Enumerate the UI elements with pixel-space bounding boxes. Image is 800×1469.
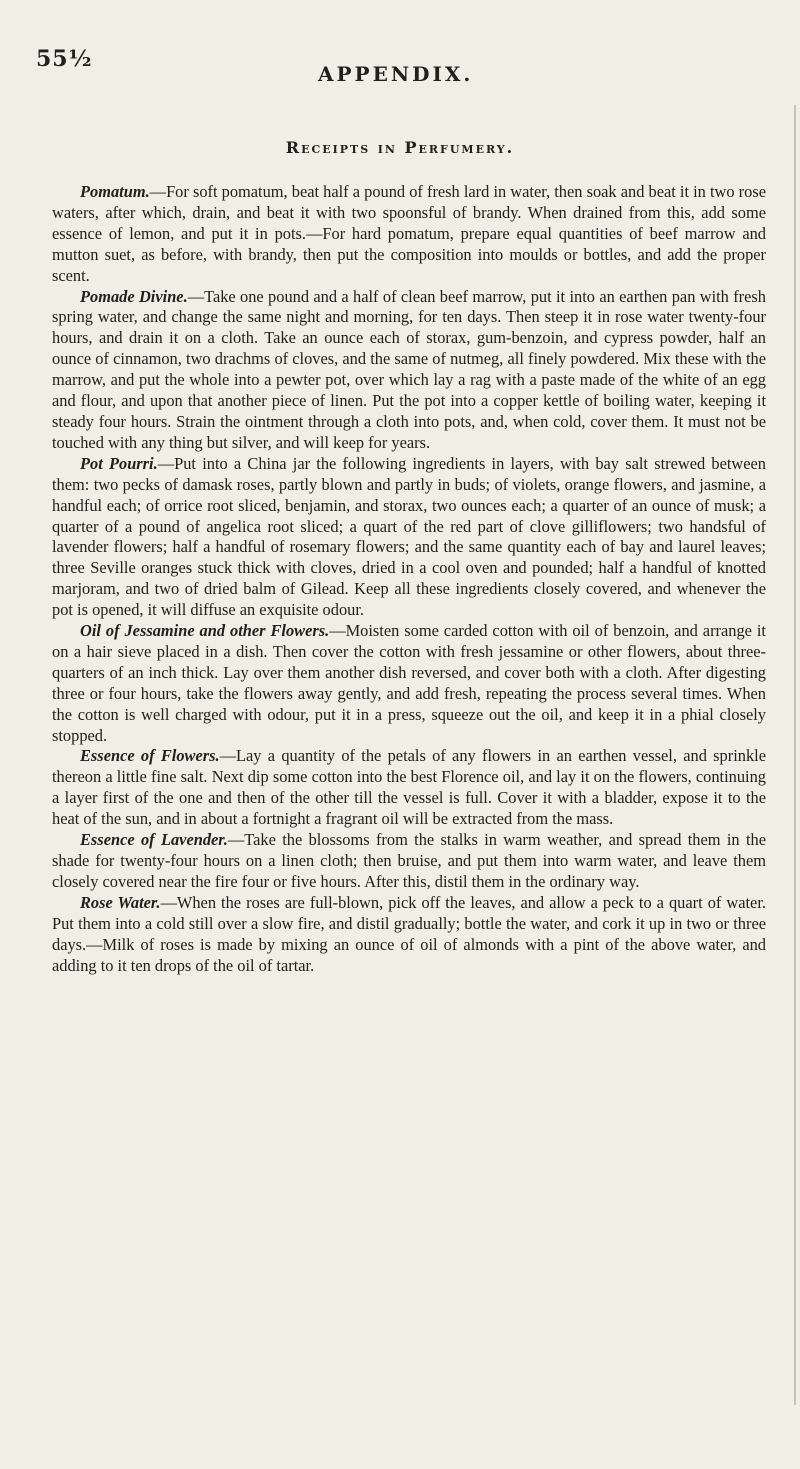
recipe-text: —Put into a China jar the following ingredients in layers, with bay salt strewed between them: two pecks of damask roses, partly blown and partly in buds; of violets, orange flowers, and jasmine, a handful each; of orrice root sliced, benjamin, and storax, two ounces each; a quarter of an ounce of musk; a quarter of a pound of angelica root sliced; a quart of the red part of clove gilliflowers; two handsful of lavender flowers; half a handful of rosemary flowers; and the same quantity each of bay and laurel leaves; three Seville oranges stuck thick with cloves, dried in a cool oven and pounded; half a handful of knotted marjoram, and two of dried balm of Gilead. Keep all these ingredients closely covered, and whenever the pot is opened, it will diffuse an exquisite odour. — [52, 453, 766, 620]
recipe-text: —Lay a quantity of the petals of any flowers in an earthen vessel, and sprinkle thereon a little fine salt. Next dip some cotton into the best Florence oil, and lay it on the flowers, continuing a layer first of the one and then of the other till the vessel is full. Cover it with a bladder, expose it to the heat of the sun, and in about a fortnight a fragrant oil will be extracted from the mass. — [52, 746, 766, 829]
recipe-text: —For soft pomatum, beat half a pound of fresh lard in water, then soak and beat it in two rose waters, after which, drain, and beat it with two spoonsful of brandy. When drained from this, add some essence of lemon, and put it in pots.—For hard pomatum, prepare equal quantities of beef marrow and mutton suet, as before, with brandy, then put the composition into moulds or bottles, and add the proper scent. — [52, 182, 766, 285]
recipe-title: Oil of Jessamine and other Flowers. — [80, 621, 330, 641]
recipe-text: —When the roses are full-blown, pick off the leaves, and allow a peck to a quart of water. Put them into a cold still over a slow fire, and distil gradually; bottle the water, and cork it up in two or three days.—Milk of roses is made by mixing an ounce of oil of almonds with a pint of the above water, and adding to it ten drops of the oil of tartar. — [52, 892, 766, 975]
recipe-title: Essence of Lavender. — [80, 830, 228, 850]
recipe-essence-of-flowers — [52, 746, 766, 830]
page-number: 55½ — [36, 46, 93, 72]
recipe-essence-of-lavender — [52, 830, 766, 893]
recipe-title: Pomade Divine. — [80, 286, 188, 306]
recipe-title: Pot Pourri. — [80, 453, 158, 473]
recipe-title: Pomatum. — [80, 182, 150, 201]
recipe-list — [52, 182, 766, 976]
recipe-oil-of-jessamine — [52, 621, 766, 746]
recipe-text: —Take one pound and a half of clean beef marrow, put it into an earthen pan with fresh spring water, and change the same night and morning, for ten days. Then steep it in rose water twenty-four hours, and drain it on a cloth. Take an ounce each of storax, gum-benzoin, and cypress powder, half an ounce of cinnamon, two drachms of cloves, and the same of nutmeg, all finely powdered. Mix these with the marrow, and put the whole into a pewter pot, over which lay a rag with a paste made of the white of an egg and flour, and upon that another piece of linen. Put the pot into a copper kettle of boiling water, keeping it steady four hours. Strain the ointment through a cloth into pots, and, when cold, cover them. It must not be touched with any thing but silver, and will keep for years. — [52, 286, 766, 452]
recipe-text: —Moisten some carded cotton with oil of benzoin, and arrange it on a hair sieve placed in a dish. Then cover the cotton with fresh jessamine or other flowers, about three-quarters of an inch thick. Lay over them another dish reversed, and cover both with a cloth. After digesting three or four hours, take the flowers away gently, and add fresh, repeating the process several times. When the cotton is well charged with odour, put it in a press, squeeze out the oil, and keep it in a phial closely stopped. — [52, 621, 766, 745]
recipe-title: Rose Water. — [80, 892, 161, 912]
recipe-pot-pourri — [52, 454, 766, 621]
recipe-rose-water — [52, 893, 766, 977]
recipe-pomatum — [52, 182, 766, 287]
recipe-text: —Take the blossoms from the stalks in warm weather, and spread them in the shade for twenty-four hours on a linen cloth; then bruise, and put them into warm water, and leave them closely covered near the fire four or five hours. After this, distil them in the ordinary way. — [52, 830, 766, 891]
running-head: APPENDIX. — [318, 62, 474, 86]
section-title: Receipts in Perfumery. — [285, 138, 515, 157]
page-edge-shadow — [794, 105, 796, 1405]
recipe-title: Essence of Flowers. — [80, 746, 220, 766]
recipe-pomade-divine — [52, 287, 766, 454]
